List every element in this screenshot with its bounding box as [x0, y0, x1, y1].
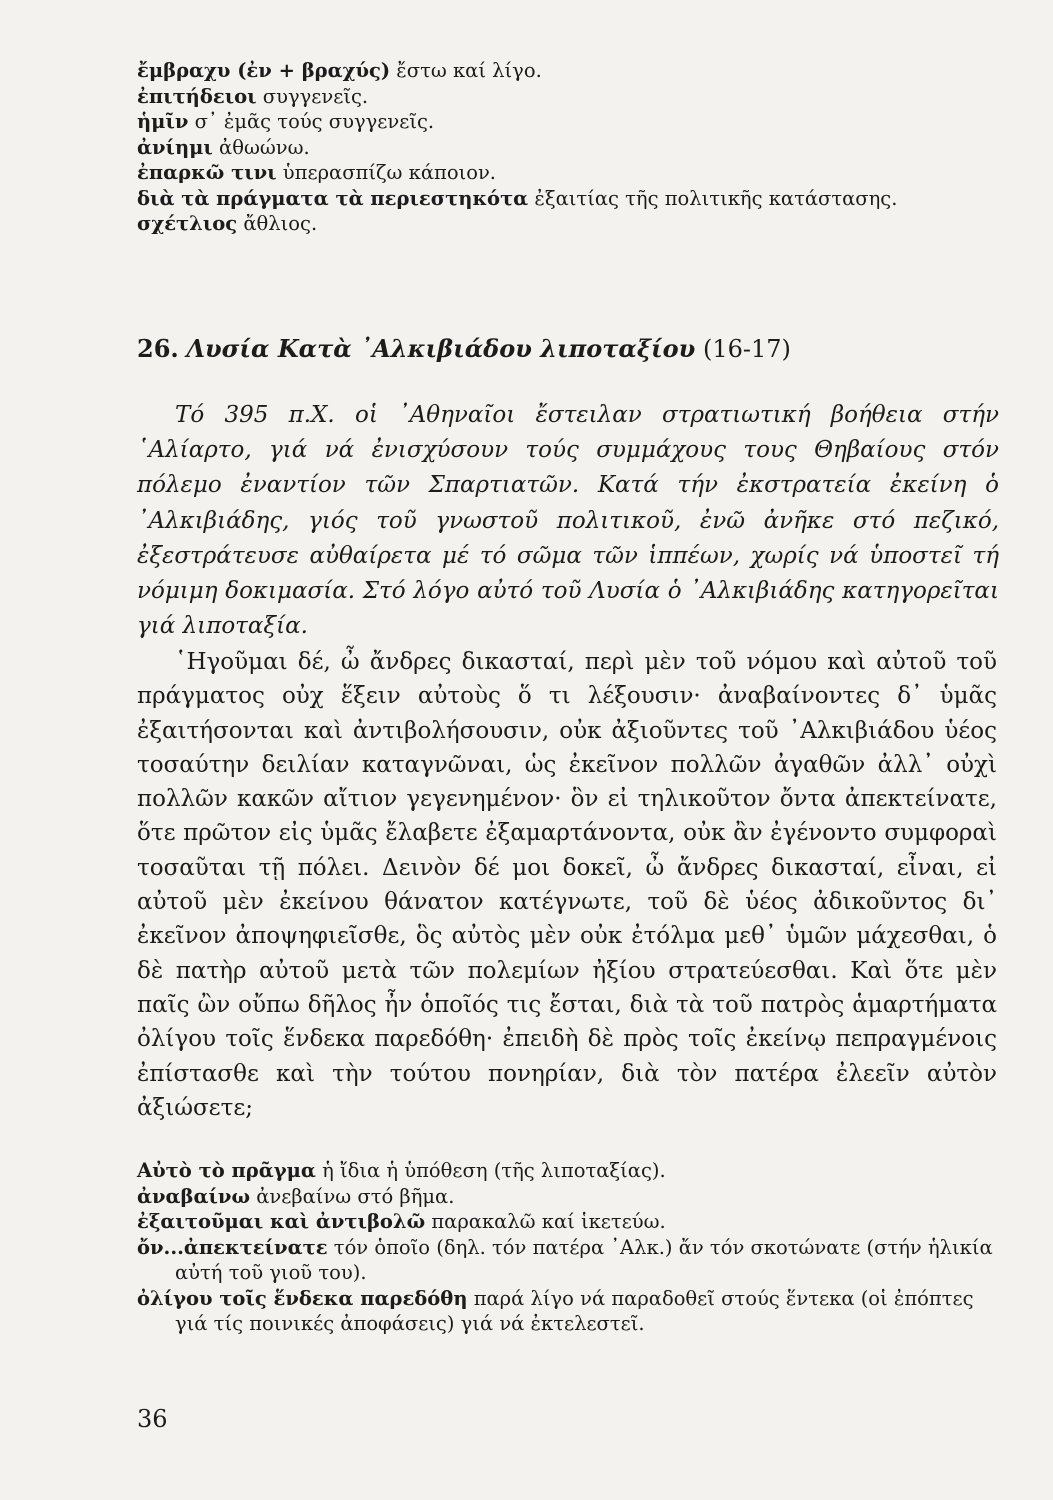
gloss-term: Αὐτὸ τὸ πρᾶγμα	[137, 1159, 316, 1182]
intro-paragraph: Τό 395 π.Χ. οἱ ᾽Αθηναῖοι ἔστειλαν στρατιωτική βοήθεια στήν ῾Αλίαρτο, γιά νά ἐνισχύσουν τούς συμμάχους τους Θηβαίους στόν πόλεμο ἐναντίον τῶν Σπαρτιατῶν. Κατά τήν ἐκστρατεία ἐκείνη ὁ ᾽Αλκιβιάδης, γιός τοῦ γνωστοῦ πολιτικοῦ, ἐνῶ ἀνῆκε στό πεζικό, ἐξεστράτευσε αὐθαίρετα μέ τό σῶμα τῶν ἱππέων, χωρίς νά ὑποστεῖ τή νόμιμη δοκιμασία. Στό λόγο αὐτό τοῦ Λυσία ὁ ᾽Αλκιβιάδης κατηγορεῖται γιά λιποταξία.	[137, 402, 999, 640]
gloss-term: ἐξαιτοῦμαι καὶ ἀντιβολῶ	[137, 1210, 426, 1233]
gloss-term: ἀνίημι	[137, 135, 213, 159]
gloss-term: ἔμβραχυ (ἐν + βραχύς)	[137, 59, 391, 82]
gloss-entry	[137, 186, 997, 212]
gloss-term: ἐπιτήδειοι	[137, 84, 257, 108]
gloss-term: διὰ τὰ πράγματα τὰ περιεστηκότα	[137, 186, 529, 210]
gloss-definition: συγγενεῖς.	[256, 84, 369, 108]
gloss-definition: ἀθωώνω.	[212, 135, 310, 159]
gloss-term: ἀναβαίνω	[137, 1184, 251, 1208]
section-title: Λυσία Κατὰ ᾽Αλκιβιάδου λιποταξίου	[186, 334, 696, 363]
page-number: 36	[137, 1405, 168, 1433]
gloss-term: ὀλίγου τοῖς ἕνδεκα παρεδόθη	[137, 1286, 468, 1310]
gloss-entry	[137, 160, 997, 186]
gloss-entry	[137, 211, 997, 237]
gloss-entry	[137, 1209, 997, 1235]
gloss-definition: ἡ ἴδια ἡ ὑπόθεση (τῆς λιποταξίας).	[315, 1159, 666, 1182]
gloss-term: σχέτλιος	[137, 212, 238, 235]
gloss-entry	[137, 109, 997, 135]
gloss-definition: ἄθλιος.	[237, 212, 318, 235]
section-range: (16-17)	[702, 335, 791, 363]
gloss-term: ὄν...ἀπεκτείνατε	[137, 1235, 328, 1259]
gloss-definition: ἐξαιτίας τῆς πολιτικῆς κατάστασης.	[528, 186, 898, 210]
section-heading	[137, 334, 791, 363]
top-glossary	[137, 58, 997, 237]
gloss-definition: ἔστω καί λίγο.	[390, 59, 542, 82]
gloss-definition: ὑπερασπίζω κάποιον.	[276, 161, 497, 184]
gloss-definition: ἀνεβαίνω στό βῆμα.	[250, 1184, 455, 1208]
gloss-definition: παρά λίγο νά παραδοθεῖ στούς ἕντεκα (οἱ ἐπόπτες γιά τίς ποινικές ἀποφάσεις) γιά νά ἐκτελεστεῖ.	[175, 1286, 974, 1335]
gloss-definition: τόν ὁποῖο (δηλ. τόν πατέρα ᾽Αλκ.) ἄν τόν σκοτώνατε (στήν ἡλικία αὐτή τοῦ γιοῦ του).	[175, 1235, 993, 1284]
gloss-entry	[137, 1235, 997, 1286]
gloss-term: ἐπαρκῶ τινι	[137, 161, 277, 184]
gloss-definition: σ᾿ ἐμᾶς τούς συγγενεῖς.	[188, 110, 435, 133]
section-number: 26.	[137, 334, 179, 363]
gloss-entry	[137, 135, 997, 161]
gloss-entry	[137, 84, 997, 110]
gloss-term: ἡμῖν	[137, 110, 189, 133]
gloss-definition: παρακαλῶ καί ἱκετεύω.	[425, 1210, 666, 1233]
bottom-glossary	[137, 1158, 997, 1337]
gloss-entry	[137, 1184, 997, 1210]
ancient-greek-text: ῾Ηγοῦμαι δέ, ὦ ἄνδρες δικασταί, περὶ μὲν τοῦ νόμου καὶ αὐτοῦ τοῦ πράγματος οὐχ ἕξειν αὐτοὺς ὅ τι λέξουσιν· ἀναβαίνοντες δ᾽ ὑμᾶς ἐξαιτήσονται καὶ ἀντιβολήσουσιν, οὐκ ἀξιοῦντες τοῦ ᾽Αλκιβιάδου ὑέος τοσαύτην δειλίαν καταγνῶναι, ὡς ἐκεῖνον πολλῶν ἀγαθῶν ἀλλ᾽ οὐχὶ πολλῶν κακῶν αἴτιον γεγενημένον· ὃν εἰ τηλικοῦτον ὄντα ἀπεκτείνατε, ὅτε πρῶτον εἰς ὑμᾶς ἔλαβετε ἐξαμαρτάνοντα, οὐκ ἂν ἐγένοντο συμφοραὶ τοσαῦται τῇ πόλει. Δεινὸν δέ μοι δοκεῖ, ὦ ἄνδρες δικασταί, εἶναι, εἰ αὐτοῦ μὲν ἐκείνου θάνατον κατέγνωτε, τοῦ δὲ ὑέος ἀδικοῦντος δι᾽ ἐκεῖνον ἀποψηφιεῖσθε, ὃς αὐτὸς μὲν οὐκ ἐτόλμα μεθ᾽ ὑμῶν μάχεσθαι, ὁ δὲ πατὴρ αὐτοῦ μετὰ τῶν πολεμίων ἠξίου στρατεύεσθαι. Καὶ ὅτε μὲν παῖς ὢν οὔπω δῆλος ἦν ὁποῖός τις ἔσται, διὰ τὰ τοῦ πατρὸς ἁμαρτήματα ὀλίγου τοῖς ἕνδεκα παρεδόθη· ἐπειδὴ δὲ πρὸς τοῖς ἐκείνῳ πεπραγμένοις ἐπίστασθε καὶ τὴν τούτου πονηρίαν, διὰ τὸν πατέρα ἐλεεῖν αὐτὸν ἀξιώσετε;	[137, 649, 997, 1121]
gloss-entry	[137, 1158, 997, 1184]
gloss-entry	[137, 1286, 997, 1337]
gloss-entry	[137, 58, 997, 84]
